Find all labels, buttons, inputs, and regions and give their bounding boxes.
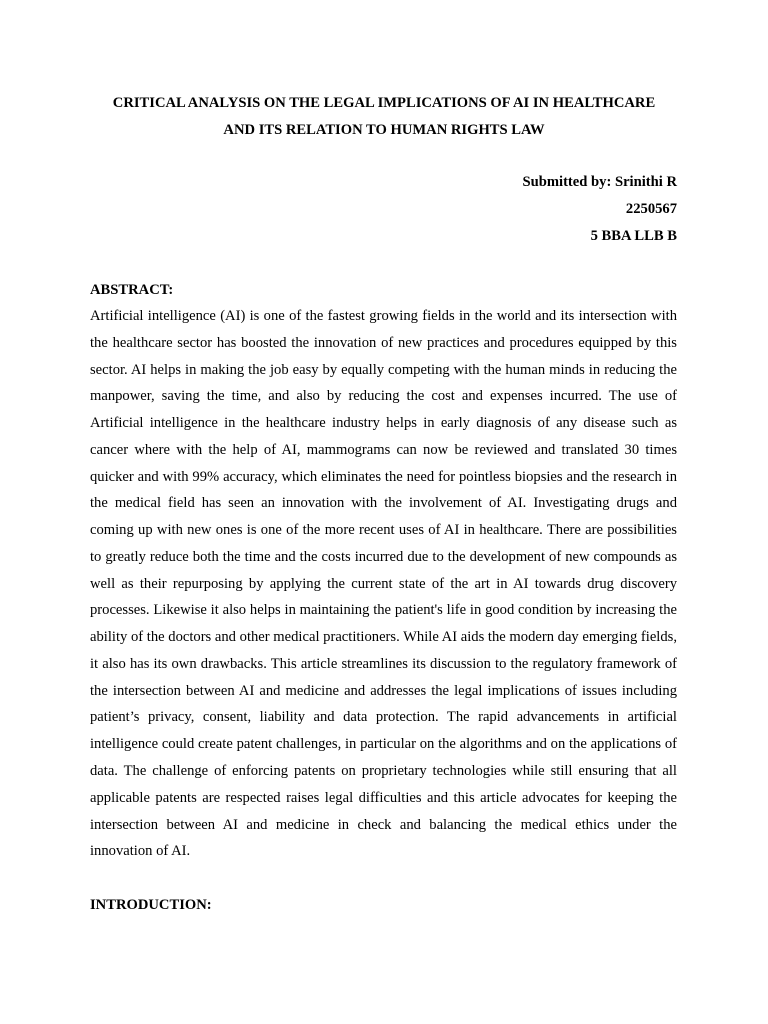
class-section: 5 BBA LLB B — [590, 227, 677, 244]
register-number: 2250567 — [625, 200, 677, 217]
abstract-heading: ABSTRACT: — [90, 282, 174, 298]
submission-details — [523, 169, 677, 249]
submitted-by: Submitted by: Srinithi R — [522, 174, 677, 190]
document-title — [90, 90, 678, 143]
document-title-line-2: AND ITS RELATION TO HUMAN RIGHTS LAW — [223, 121, 545, 138]
document-title-line-1: CRITICAL ANALYSIS ON THE LEGAL IMPLICATIONS OF AI IN HEALTHCARE — [112, 95, 656, 111]
introduction-heading: INTRODUCTION: — [90, 897, 212, 913]
abstract-paragraph: Artificial intelligence (AI) is one of the fastest growing fields in the world and its intersection with the healthcare sector has boosted the innovation of new practices and procedures equipped by this sector. AI helps in making the job easy by equally competing with the human minds in reducing the manpower, saving the time, and also by reducing the cost and expenses incurred. The use of Artificial intelligence in the healthcare industry helps in early diagnosis of any disease such as cancer where with the help of AI, mammograms can now be reviewed and translated 30 times quicker and with 99% accuracy, which eliminates the need for pointless biopsies and the research in the medical field has seen an innovation with the involvement of AI. Investigating drugs and coming up with new ones is one of the more recent uses of AI in healthcare. There are possibilities to greatly reduce both the time and the costs incurred due to the development of new compounds as well as their repurposing by applying the current state of the art in AI towards drug discovery processes. Likewise it also helps in maintaining the patient's life in good condition by increasing the ability of the doctors and other medical practitioners. While AI aids the modern day emerging fields, it also has its own drawbacks. This article streamlines its discussion to the regulatory framework of the intersection between AI and medicine and addresses the legal implications of issues including patient’s privacy, consent, liability and data protection. The rapid advancements in artificial intelligence could create patent challenges, in particular on the algorithms and on the applications of data. The challenge of enforcing patents on proprietary technologies while still ensuring that all applicable patents are respected raises legal difficulties and this article advocates for keeping the intersection between AI and medicine in check and balancing the medical ethics under the innovation of AI. — [90, 308, 677, 860]
